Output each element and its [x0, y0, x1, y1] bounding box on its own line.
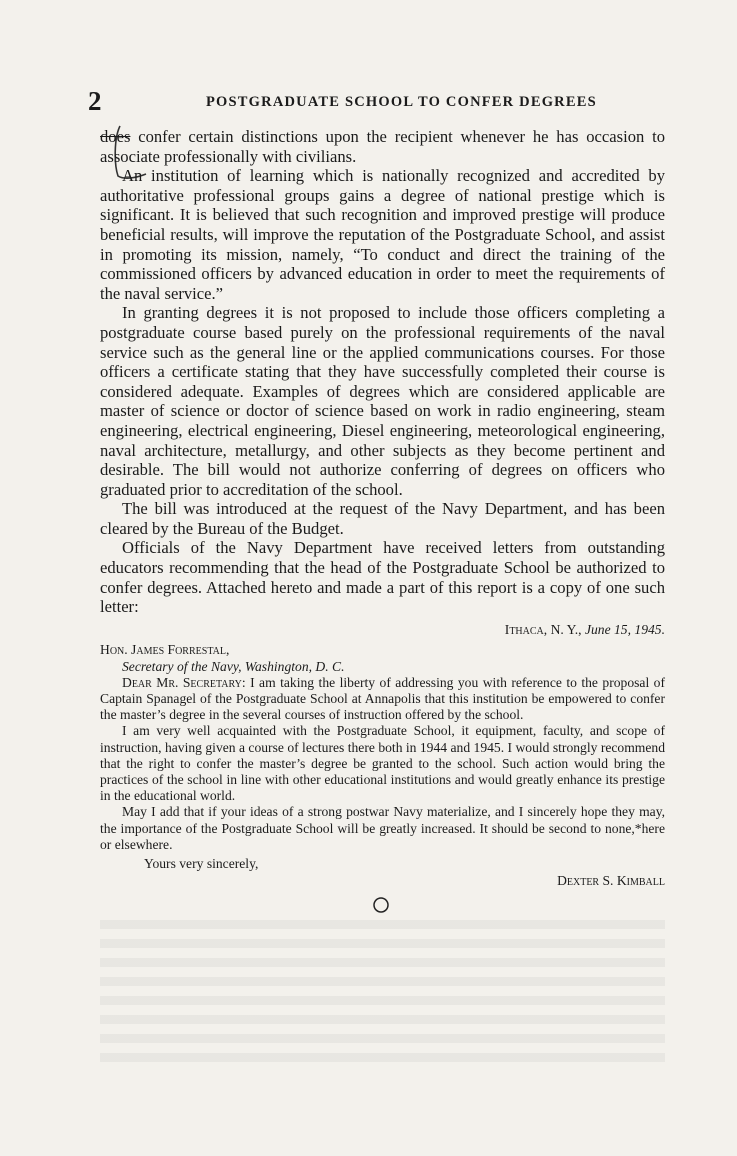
paragraph-3: In granting degrees it is not proposed to include those officers completing a postgraduate course based purely on the professional requirements of the naval service such as the general line or the applied communications courses. For those officers a certificate stating that they have successfully completed their course is considered adequate. Examples of degrees which are considered applicable are master of science or doctor of science based on work in radio engineering, steam engineering, electrical engineering, Diesel engineering, meteorological engineering, naval architecture, metallurgy, and other subjects as they become pertinent and desirable. The bill would not authorize conferring of degrees on officers who graduated prior to accreditation of the school. — [100, 303, 665, 499]
letter-paragraph-2: I am very well acquainted with the Postgraduate School, it equipment, faculty, and scope of instruction, having given a course of lectures there both in 1944 and 1945. I would strongly recommend that the right to confer the master’s degree be granted to the school. Such action would bring the practices of the school in line with other educational institutions and would greatly enhance its prestige in the educational world. — [100, 723, 665, 804]
addressee-title: Secretary of the Navy, Washington, D. C. — [122, 658, 345, 674]
page-header — [88, 86, 668, 120]
running-title: POSTGRADUATE SCHOOL TO CONFER DEGREES — [206, 94, 597, 110]
letter-paragraph-1 — [100, 675, 665, 724]
paragraph-2: An institution of learning which is nationally recognized and accredited by authoritative professional groups gains a degree of national prestige which is significant. It is believed that such recognition and improved prestige will produce beneficial results, will improve the reputation of the Postgraduate School, and assist in promoting its mission, namely, “To conduct and direct the training of the commissioned officers by advanced education in order to meet the requirements of the naval service.” — [100, 166, 665, 303]
struck-word: does — [100, 127, 131, 146]
letter-dateline — [100, 621, 665, 639]
dateline-place: Ithaca, N. Y., — [504, 621, 582, 637]
bleed-through-texture — [100, 920, 665, 1070]
dateline-date: June 15, 1945. — [584, 621, 665, 637]
addressee-name: Hon. James Forrestal, — [100, 641, 230, 657]
paragraph-4: The bill was introduced at the request of the Navy Department, and has been cleared by the Bureau of the Budget. — [100, 499, 665, 538]
salutation: Dear Mr. Secretary: — [122, 674, 246, 690]
end-circle-ornament-icon — [371, 895, 391, 915]
page-number: 2 — [88, 86, 102, 116]
letter-paragraph-1-text: I am taking the liberty of addressing you with reference to the proposal of Captain Spanagel of the Postgraduate School at Annapolis that this institution be empowered to confer the master’s degree in the several courses of instruction offered by the school. — [100, 674, 665, 723]
report-body — [100, 127, 665, 889]
letter-paragraph-3: May I add that if your ideas of a strong postwar Navy materialize, and I sincerely hope they may, the importance of the Postgraduate School will be greatly increased. It should be second to none,*here or elsewhere. — [100, 804, 665, 852]
letter-closing: Yours very sincerely, — [144, 856, 259, 872]
letter-signature: Dexter S. Kimball — [557, 873, 665, 889]
paragraph-1 — [100, 127, 665, 166]
paragraph-1-text: confer certain distinctions upon the recipient whenever he has occasion to associate professionally with civilians. — [100, 127, 665, 166]
paragraph-5: Officials of the Navy Department have received letters from outstanding educators recommending that the head of the Postgraduate School be authorized to confer degrees. Attached hereto and made a part of this report is a copy of one such letter: — [100, 538, 665, 617]
